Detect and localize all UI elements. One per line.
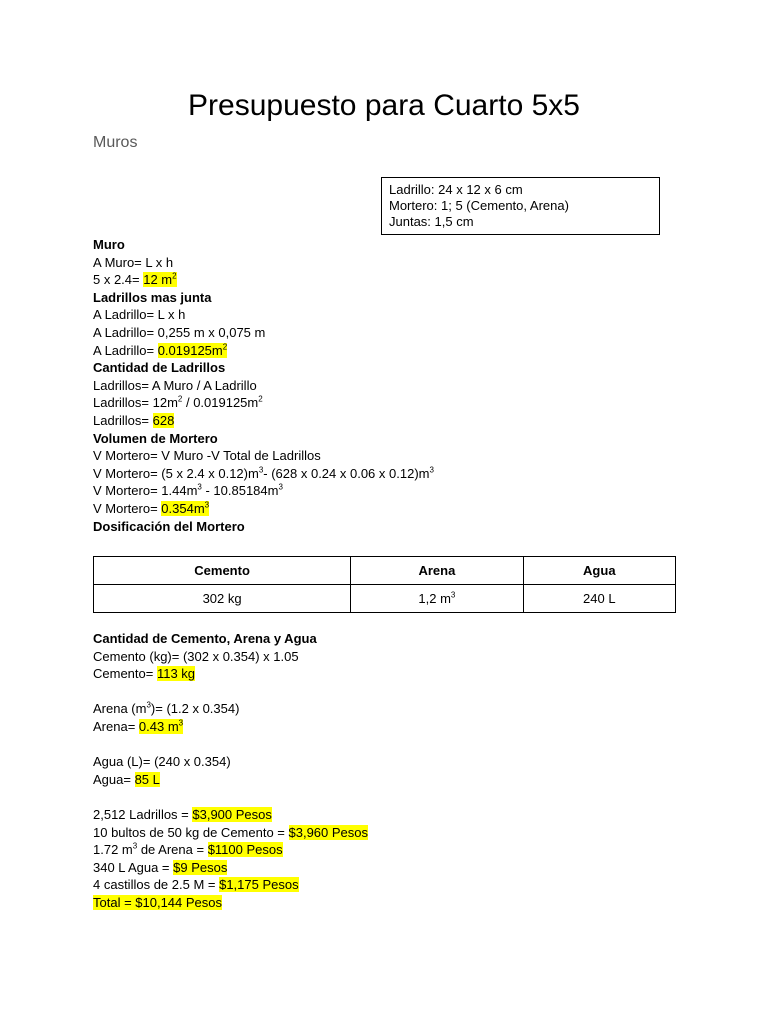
agua-result: 85 L bbox=[134, 771, 160, 787]
price-agua: $9 Pesos bbox=[173, 859, 228, 875]
volumen-formula: V Mortero= V Muro -V Total de Ladrillos bbox=[93, 448, 321, 464]
volumen-calc: V Mortero= (5 x 2.4 x $0.12)m^3-$ (628 x 0.24 x 0.06 x $0.12)m^3$ bbox=[93, 465, 434, 481]
costo-arena: 1.72 $m^3$ de Arena = $1100 Pesos bbox=[93, 841, 283, 858]
cantidad-result-line: Ladrillos= 628 bbox=[93, 412, 175, 428]
arena-result: 0.43 $m^3$ bbox=[138, 718, 184, 734]
cemento-result-line: Cemento= 113 kg bbox=[93, 666, 196, 682]
spec-mortero: Mortero: 1; 5 (Cemento, Arena) bbox=[389, 198, 569, 213]
header-arena: Arena bbox=[351, 557, 523, 585]
specs-box bbox=[381, 177, 660, 235]
dosificacion-table bbox=[93, 556, 676, 613]
costo-cemento: 10 bultos de 50 kg de Cemento = $3,960 Pesos bbox=[93, 824, 369, 840]
ladrillo-dimensions: A Ladrillo= 0,255 m x 0,075 m bbox=[93, 324, 266, 340]
volumen-calc-2: V Mortero= $1.44m^3 - 10.85184m^3$ bbox=[93, 482, 283, 499]
volumen-result: $0.354m^3$ bbox=[161, 500, 210, 516]
price-ladrillos: $3,900 Pesos bbox=[192, 806, 272, 822]
volumen-result-line: V Mortero= $0.354m^3$ bbox=[93, 500, 210, 516]
muro-formula: A Muro= L x h bbox=[93, 254, 174, 270]
agua-formula: Agua (L)= (240 x 0.354) bbox=[93, 754, 231, 770]
cantidad-formula: Ladrillos= A Muro / A Ladrillo bbox=[93, 377, 257, 393]
total-line bbox=[93, 894, 368, 912]
table-row bbox=[94, 585, 676, 613]
costo-castillos: 4 castillos de 2.5 M = $1,175 Pesos bbox=[93, 877, 299, 893]
materials-block bbox=[93, 630, 368, 912]
cell-agua: 240 L bbox=[523, 585, 675, 613]
muro-heading: Muro bbox=[93, 237, 125, 252]
header-cemento: Cemento bbox=[94, 557, 351, 585]
header-agua: Agua bbox=[523, 557, 675, 585]
ladrillo-formula: A Ladrillo= L x h bbox=[93, 307, 186, 323]
total-price: Total = $10,144 Pesos bbox=[93, 894, 223, 910]
section-heading: Muros bbox=[93, 134, 138, 151]
cantidad-result: 628 bbox=[152, 412, 175, 428]
page-title: Presupuesto para Cuarto 5x5 bbox=[188, 89, 580, 122]
cell-arena: 1,2 $m^3$ bbox=[351, 585, 523, 613]
costo-ladrillos: 2,512 Ladrillos = $3,900 Pesos bbox=[93, 806, 272, 822]
ladrillo-result: $0.019125m^2$ bbox=[157, 342, 228, 358]
spec-ladrillo: Ladrillo: 24 x 12 x 6 cm bbox=[389, 182, 523, 197]
price-castillos: $1,175 Pesos bbox=[219, 877, 299, 893]
muro-calc: 5 x 2.4= 12 $m^2$ bbox=[93, 271, 177, 288]
muro-result: 12 $m^2$ bbox=[143, 271, 177, 288]
cemento-result: 113 kg bbox=[156, 666, 196, 682]
dosificacion-heading: Dosificación del Mortero bbox=[93, 518, 245, 534]
price-arena: $1100 Pesos bbox=[207, 842, 283, 858]
volumen-heading: Volumen de Mortero bbox=[93, 430, 218, 446]
calculations-block bbox=[93, 236, 434, 535]
cantidad-calc: Ladrillos= $12m^2 / 0.019125m^2$ bbox=[93, 395, 263, 411]
table-header-row bbox=[94, 557, 676, 585]
price-cemento: $3,960 Pesos bbox=[288, 824, 369, 840]
arena-formula: Arena $(m^3)= (1.2$ x 0.354) bbox=[93, 701, 240, 717]
costo-agua: 340 L Agua = $9 Pesos bbox=[93, 859, 228, 875]
ladrillo-calc: A Ladrillo= $0.019125m^2$ bbox=[93, 342, 228, 358]
cantidad-heading: Cantidad de Ladrillos bbox=[93, 360, 226, 376]
agua-result-line: Agua= 85 L bbox=[93, 771, 160, 787]
cell-cemento: 302 kg bbox=[94, 585, 351, 613]
ladrillo-heading: Ladrillos mas junta bbox=[93, 289, 212, 305]
cemento-formula: Cemento (kg)= (302 x 0.354) x 1.05 bbox=[93, 648, 299, 664]
arena-result-line: Arena= 0.43 $m^3$ bbox=[93, 718, 184, 734]
materiales-heading: Cantidad de Cemento, Arena y Agua bbox=[93, 631, 317, 646]
spec-juntas: Juntas: 1,5 cm bbox=[389, 214, 474, 229]
